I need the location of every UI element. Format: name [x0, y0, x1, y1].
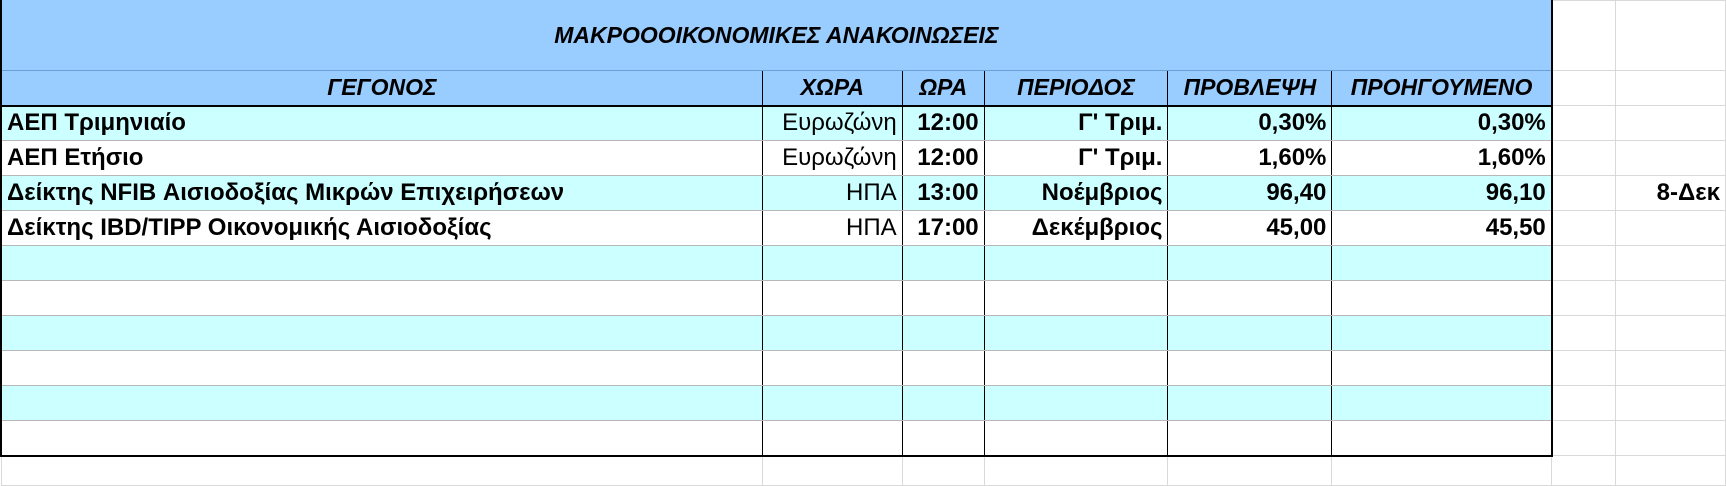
- country-cell[interactable]: [762, 316, 902, 351]
- country-cell[interactable]: [762, 351, 902, 386]
- table-title[interactable]: ΜΑΚΡΟΟΟΙΚΟΝΟΜΙΚΕΣ ΑΝΑΚΟΙΝΩΣΕΙΣ: [1, 1, 1552, 71]
- date-note-cell[interactable]: 8-Δεκ: [1616, 176, 1726, 211]
- time-cell[interactable]: [902, 421, 984, 456]
- cell[interactable]: [1552, 421, 1616, 456]
- cell[interactable]: [1616, 281, 1726, 316]
- cell[interactable]: [1168, 456, 1332, 486]
- table-row: [1, 211, 1726, 246]
- country-cell[interactable]: Ευρωζώνη: [762, 106, 902, 141]
- forecast-cell[interactable]: [1168, 316, 1332, 351]
- cell[interactable]: [1552, 176, 1616, 211]
- table-row: [1, 281, 1726, 316]
- empty-row: [1, 456, 1726, 486]
- cell[interactable]: [1552, 316, 1616, 351]
- cell[interactable]: [902, 456, 984, 486]
- cell[interactable]: [1552, 211, 1616, 246]
- forecast-cell[interactable]: [1168, 246, 1332, 281]
- country-cell[interactable]: Ευρωζώνη: [762, 141, 902, 176]
- table-row: [1, 106, 1726, 141]
- previous-cell[interactable]: 45,50: [1332, 211, 1552, 246]
- table-row: [1, 141, 1726, 176]
- previous-cell[interactable]: [1332, 351, 1552, 386]
- forecast-cell[interactable]: 1,60%: [1168, 141, 1332, 176]
- column-header-country[interactable]: ΧΩΡΑ: [762, 71, 902, 106]
- cell[interactable]: [1552, 246, 1616, 281]
- time-cell[interactable]: [902, 386, 984, 421]
- column-header-forecast[interactable]: ΠΡΟΒΛΕΨΗ: [1168, 71, 1332, 106]
- column-header-event[interactable]: ΓΕΓΟΝΟΣ: [1, 71, 762, 106]
- period-cell[interactable]: Γ' Τριμ.: [984, 106, 1168, 141]
- cell[interactable]: [1552, 456, 1616, 486]
- period-cell[interactable]: [984, 316, 1168, 351]
- table-row: [1, 351, 1726, 386]
- previous-cell[interactable]: [1332, 316, 1552, 351]
- period-cell[interactable]: Γ' Τριμ.: [984, 141, 1168, 176]
- forecast-cell[interactable]: 96,40: [1168, 176, 1332, 211]
- event-cell[interactable]: Δείκτης IBD/TIPP Οικονομικής Αισιοδοξίας: [1, 211, 762, 246]
- time-cell[interactable]: [902, 246, 984, 281]
- table-row: [1, 176, 1726, 211]
- cell[interactable]: [1616, 246, 1726, 281]
- period-cell[interactable]: [984, 421, 1168, 456]
- period-cell[interactable]: Νοέμβριος: [984, 176, 1168, 211]
- column-header-time[interactable]: ΩΡΑ: [902, 71, 984, 106]
- cell[interactable]: [984, 456, 1168, 486]
- period-cell[interactable]: [984, 246, 1168, 281]
- cell[interactable]: [1552, 351, 1616, 386]
- cell[interactable]: [1552, 106, 1616, 141]
- table-row: [1, 316, 1726, 351]
- country-cell[interactable]: ΗΠΑ: [762, 211, 902, 246]
- table-row: [1, 386, 1726, 421]
- cell[interactable]: [1616, 71, 1726, 106]
- event-cell[interactable]: ΑΕΠ Τριμηνιαίο: [1, 106, 762, 141]
- cell[interactable]: [1552, 281, 1616, 316]
- country-cell[interactable]: [762, 386, 902, 421]
- time-cell[interactable]: 12:00: [902, 106, 984, 141]
- previous-cell[interactable]: [1332, 281, 1552, 316]
- time-cell[interactable]: [902, 351, 984, 386]
- country-cell[interactable]: ΗΠΑ: [762, 176, 902, 211]
- cell[interactable]: [1616, 141, 1726, 176]
- table-row: [1, 421, 1726, 456]
- forecast-cell[interactable]: [1168, 351, 1332, 386]
- previous-cell[interactable]: [1332, 421, 1552, 456]
- cell[interactable]: [1616, 106, 1726, 141]
- time-cell[interactable]: [902, 316, 984, 351]
- cell[interactable]: [1616, 211, 1726, 246]
- column-header-period[interactable]: ΠΕΡΙΟΔΟΣ: [984, 71, 1168, 106]
- forecast-cell[interactable]: 0,30%: [1168, 106, 1332, 141]
- cell[interactable]: [1332, 456, 1552, 486]
- event-cell[interactable]: [1, 351, 762, 386]
- cell[interactable]: [1552, 141, 1616, 176]
- period-cell[interactable]: [984, 386, 1168, 421]
- column-header-previous[interactable]: ΠΡΟΗΓΟΥΜΕΝΟ: [1332, 71, 1552, 106]
- header-row: [1, 71, 1726, 106]
- cell[interactable]: [1552, 1, 1616, 71]
- cell[interactable]: [1, 456, 762, 486]
- time-cell[interactable]: 12:00: [902, 141, 984, 176]
- cell[interactable]: [1552, 71, 1616, 106]
- cell[interactable]: [1616, 421, 1726, 456]
- forecast-cell[interactable]: [1168, 281, 1332, 316]
- period-cell[interactable]: [984, 351, 1168, 386]
- country-cell[interactable]: [762, 421, 902, 456]
- event-cell[interactable]: Δείκτης NFIB Αισιοδοξίας Μικρών Επιχειρήσεων: [1, 176, 762, 211]
- time-cell[interactable]: 13:00: [902, 176, 984, 211]
- cell[interactable]: [1616, 386, 1726, 421]
- previous-cell[interactable]: 1,60%: [1332, 141, 1552, 176]
- event-cell[interactable]: [1, 421, 762, 456]
- previous-cell[interactable]: 0,30%: [1332, 106, 1552, 141]
- forecast-cell[interactable]: [1168, 386, 1332, 421]
- previous-cell[interactable]: 96,10: [1332, 176, 1552, 211]
- cell[interactable]: [1616, 316, 1726, 351]
- cell[interactable]: [762, 456, 902, 486]
- country-cell[interactable]: [762, 281, 902, 316]
- period-cell[interactable]: [984, 281, 1168, 316]
- title-row: [1, 1, 1726, 71]
- cell[interactable]: [1552, 386, 1616, 421]
- period-cell[interactable]: Δεκέμβριος: [984, 211, 1168, 246]
- cell[interactable]: [1616, 456, 1726, 486]
- table-row: [1, 246, 1726, 281]
- time-cell[interactable]: [902, 281, 984, 316]
- forecast-cell[interactable]: 45,00: [1168, 211, 1332, 246]
- cell[interactable]: [1616, 1, 1726, 71]
- event-cell[interactable]: [1, 246, 762, 281]
- previous-cell[interactable]: [1332, 386, 1552, 421]
- cell[interactable]: [1616, 351, 1726, 386]
- forecast-cell[interactable]: [1168, 421, 1332, 456]
- country-cell[interactable]: [762, 246, 902, 281]
- time-cell[interactable]: 17:00: [902, 211, 984, 246]
- event-cell[interactable]: ΑΕΠ Ετήσιο: [1, 141, 762, 176]
- event-cell[interactable]: [1, 281, 762, 316]
- event-cell[interactable]: [1, 386, 762, 421]
- event-cell[interactable]: [1, 316, 762, 351]
- previous-cell[interactable]: [1332, 246, 1552, 281]
